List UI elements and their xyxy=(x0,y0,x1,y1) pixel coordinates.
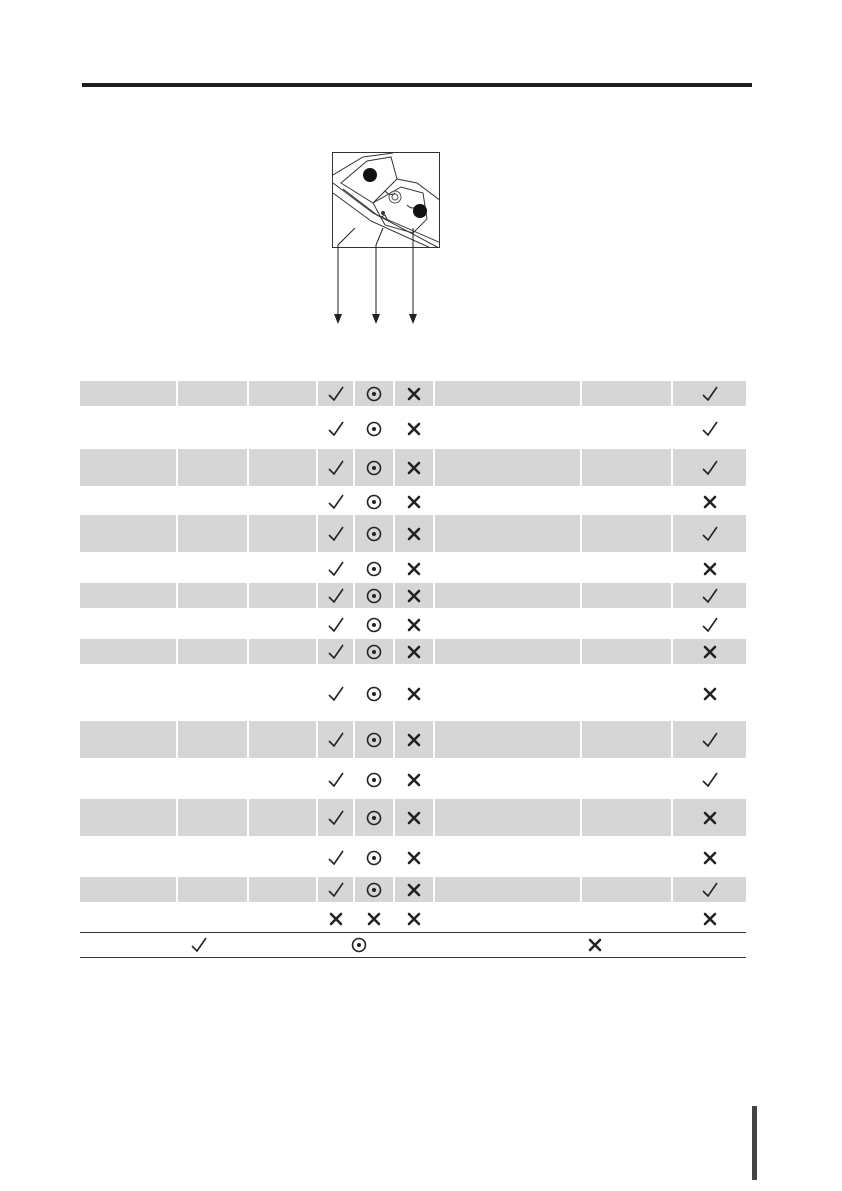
table-cell xyxy=(248,877,317,903)
table-cell xyxy=(317,583,354,609)
check-icon xyxy=(327,771,345,789)
table-cell xyxy=(248,759,317,799)
table-cell xyxy=(80,639,177,665)
table-cell xyxy=(80,759,177,799)
page-edge-marker xyxy=(752,1106,757,1180)
check-icon xyxy=(327,643,345,661)
dot-circle-icon xyxy=(365,643,383,661)
table-cell xyxy=(394,721,434,759)
table-cell xyxy=(672,487,746,515)
table-cell xyxy=(80,487,177,515)
table-cell xyxy=(248,449,317,487)
table-cell xyxy=(177,449,248,487)
check-icon xyxy=(327,685,345,703)
check-icon xyxy=(327,493,345,511)
table-cell xyxy=(248,407,317,449)
table-cell xyxy=(80,381,177,407)
table-cell xyxy=(177,799,248,837)
table-cell xyxy=(317,877,354,903)
legend-check-icon xyxy=(190,936,208,954)
table-cell xyxy=(248,665,317,721)
table-cell xyxy=(581,381,672,407)
table-cell xyxy=(672,759,746,799)
check-icon xyxy=(701,587,719,605)
table-row xyxy=(80,837,746,877)
header-rule xyxy=(82,83,752,87)
table-cell xyxy=(581,799,672,837)
table-cell xyxy=(434,449,581,487)
dot-circle-icon xyxy=(365,385,383,403)
dot-circle-icon xyxy=(365,771,383,789)
table-cell xyxy=(394,903,434,933)
table-cell xyxy=(317,449,354,487)
table-cell xyxy=(248,609,317,639)
symbol-legend xyxy=(80,932,746,958)
table-cell xyxy=(394,449,434,487)
table-cell xyxy=(177,721,248,759)
table-cell xyxy=(80,837,177,877)
table-cell xyxy=(317,759,354,799)
table-cell xyxy=(434,407,581,449)
table-row xyxy=(80,799,746,837)
check-icon xyxy=(327,616,345,634)
check-icon xyxy=(327,881,345,899)
table-cell xyxy=(581,487,672,515)
dot-circle-icon xyxy=(365,881,383,899)
dot-circle-icon xyxy=(365,560,383,578)
table-cell xyxy=(434,609,581,639)
dot-circle-icon xyxy=(365,731,383,749)
dot-circle-icon xyxy=(365,459,383,477)
table-cell xyxy=(672,449,746,487)
table-cell xyxy=(394,515,434,553)
table-cell xyxy=(672,515,746,553)
table-cell xyxy=(177,759,248,799)
table-cell xyxy=(581,449,672,487)
table-cell xyxy=(80,449,177,487)
table-cell xyxy=(317,639,354,665)
cross-icon xyxy=(405,385,423,403)
dot-circle-icon xyxy=(365,420,383,438)
cross-icon xyxy=(405,493,423,511)
table-cell xyxy=(394,759,434,799)
cross-icon xyxy=(405,910,423,928)
check-icon xyxy=(701,385,719,403)
cross-icon xyxy=(701,910,719,928)
legend-dot-circle-icon xyxy=(350,936,368,954)
check-icon xyxy=(327,420,345,438)
table-cell xyxy=(80,799,177,837)
cross-icon xyxy=(701,643,719,661)
diagram-pointers xyxy=(325,228,425,328)
cross-icon xyxy=(405,685,423,703)
table-cell xyxy=(354,665,394,721)
table-cell xyxy=(177,877,248,903)
table-cell xyxy=(394,877,434,903)
check-icon xyxy=(327,525,345,543)
table-cell xyxy=(434,553,581,583)
table-row xyxy=(80,583,746,609)
table-row xyxy=(80,449,746,487)
table-cell xyxy=(80,665,177,721)
table-cell xyxy=(177,553,248,583)
table-cell xyxy=(354,609,394,639)
table-row xyxy=(80,553,746,583)
table-cell xyxy=(177,903,248,933)
table-cell xyxy=(581,639,672,665)
table-cell xyxy=(581,837,672,877)
table-cell xyxy=(317,721,354,759)
table-cell xyxy=(354,381,394,407)
table-cell xyxy=(248,515,317,553)
table-cell xyxy=(317,553,354,583)
table-cell xyxy=(672,837,746,877)
table-cell xyxy=(394,609,434,639)
table-cell xyxy=(354,583,394,609)
table-cell xyxy=(177,515,248,553)
table-row xyxy=(80,381,746,407)
dot-circle-icon xyxy=(365,685,383,703)
table-cell xyxy=(354,487,394,515)
cross-icon xyxy=(405,420,423,438)
table-cell xyxy=(248,837,317,877)
table-cell xyxy=(80,609,177,639)
table-cell xyxy=(581,759,672,799)
table-cell xyxy=(177,837,248,877)
table-cell xyxy=(317,609,354,639)
table-cell xyxy=(317,903,354,933)
cross-icon xyxy=(405,459,423,477)
cross-icon xyxy=(405,731,423,749)
cross-icon xyxy=(405,881,423,899)
table-row xyxy=(80,877,746,903)
check-icon xyxy=(701,616,719,634)
table-cell xyxy=(80,407,177,449)
table-cell xyxy=(317,381,354,407)
table-cell xyxy=(248,639,317,665)
compatibility-table xyxy=(80,381,746,933)
table-row xyxy=(80,639,746,665)
check-icon xyxy=(327,849,345,867)
check-icon xyxy=(327,809,345,827)
table-cell xyxy=(581,903,672,933)
check-icon xyxy=(327,587,345,605)
table-cell xyxy=(248,903,317,933)
table-cell xyxy=(394,639,434,665)
table-cell xyxy=(434,903,581,933)
cross-icon xyxy=(701,849,719,867)
table-cell xyxy=(672,639,746,665)
table-cell xyxy=(354,449,394,487)
table-cell xyxy=(672,903,746,933)
check-icon xyxy=(701,731,719,749)
table-cell xyxy=(434,665,581,721)
table-cell xyxy=(354,903,394,933)
table-cell xyxy=(581,515,672,553)
table-cell xyxy=(80,903,177,933)
table-cell xyxy=(354,759,394,799)
table-cell xyxy=(394,553,434,583)
cross-icon xyxy=(701,493,719,511)
table-cell xyxy=(177,639,248,665)
cross-icon xyxy=(405,771,423,789)
table-cell xyxy=(354,837,394,877)
table-cell xyxy=(581,407,672,449)
table-cell xyxy=(317,407,354,449)
table-cell xyxy=(672,583,746,609)
table-cell xyxy=(354,553,394,583)
table-cell xyxy=(672,553,746,583)
table-cell xyxy=(434,583,581,609)
table-cell xyxy=(394,665,434,721)
check-icon xyxy=(327,385,345,403)
table-cell xyxy=(317,799,354,837)
table-cell xyxy=(434,487,581,515)
table-row xyxy=(80,515,746,553)
table-cell xyxy=(354,877,394,903)
table-cell xyxy=(434,721,581,759)
table-cell xyxy=(177,407,248,449)
legend-cross-icon xyxy=(586,936,604,954)
check-icon xyxy=(327,731,345,749)
dot-circle-icon xyxy=(365,587,383,605)
dot-circle-icon xyxy=(365,493,383,511)
table-cell xyxy=(248,721,317,759)
cross-icon xyxy=(701,685,719,703)
table-cell xyxy=(672,665,746,721)
cross-icon xyxy=(405,525,423,543)
table-cell xyxy=(177,583,248,609)
table-cell xyxy=(248,553,317,583)
cross-icon xyxy=(365,910,383,928)
table-row xyxy=(80,665,746,721)
table-cell xyxy=(672,721,746,759)
table-cell xyxy=(581,583,672,609)
table-cell xyxy=(248,799,317,837)
table-cell xyxy=(80,877,177,903)
table-cell xyxy=(434,799,581,837)
table-cell xyxy=(80,721,177,759)
cross-icon xyxy=(405,809,423,827)
table-row xyxy=(80,487,746,515)
table-row xyxy=(80,759,746,799)
dot-circle-icon xyxy=(365,616,383,634)
table-cell xyxy=(672,877,746,903)
table-cell xyxy=(581,609,672,639)
table-cell xyxy=(354,515,394,553)
dot-circle-icon xyxy=(365,525,383,543)
table-cell xyxy=(248,487,317,515)
table-cell xyxy=(354,799,394,837)
cross-icon xyxy=(701,560,719,578)
table-cell xyxy=(394,799,434,837)
table-cell xyxy=(581,721,672,759)
table-row xyxy=(80,903,746,933)
check-icon xyxy=(701,525,719,543)
table-cell xyxy=(394,407,434,449)
table-cell xyxy=(672,609,746,639)
table-cell xyxy=(394,583,434,609)
table-cell xyxy=(394,837,434,877)
table-cell xyxy=(317,487,354,515)
table-cell xyxy=(80,553,177,583)
table-cell xyxy=(394,381,434,407)
table-cell xyxy=(581,877,672,903)
table-cell xyxy=(354,721,394,759)
cross-icon xyxy=(327,910,345,928)
table-cell xyxy=(177,665,248,721)
table-cell xyxy=(354,407,394,449)
table-cell xyxy=(434,639,581,665)
table-cell xyxy=(80,515,177,553)
table-cell xyxy=(434,515,581,553)
table-cell xyxy=(80,583,177,609)
dot-circle-icon xyxy=(365,849,383,867)
table-cell xyxy=(434,381,581,407)
table-cell xyxy=(581,665,672,721)
table-cell xyxy=(354,639,394,665)
check-icon xyxy=(327,459,345,477)
table-row xyxy=(80,609,746,639)
table-cell xyxy=(672,799,746,837)
cross-icon xyxy=(405,587,423,605)
cross-icon xyxy=(405,560,423,578)
table-row xyxy=(80,407,746,449)
check-icon xyxy=(327,560,345,578)
table-cell xyxy=(317,515,354,553)
table-cell xyxy=(434,759,581,799)
table-cell xyxy=(177,487,248,515)
table-cell xyxy=(317,665,354,721)
table-cell xyxy=(248,381,317,407)
check-icon xyxy=(701,420,719,438)
table-cell xyxy=(177,609,248,639)
table-cell xyxy=(394,487,434,515)
table-cell xyxy=(434,837,581,877)
check-icon xyxy=(701,459,719,477)
check-icon xyxy=(701,881,719,899)
cross-icon xyxy=(405,849,423,867)
table-cell xyxy=(672,407,746,449)
table-row xyxy=(80,721,746,759)
cross-icon xyxy=(405,643,423,661)
cross-icon xyxy=(405,616,423,634)
table-cell xyxy=(581,553,672,583)
check-icon xyxy=(701,771,719,789)
table-cell xyxy=(248,583,317,609)
table-cell xyxy=(434,877,581,903)
dot-circle-icon xyxy=(365,809,383,827)
table-cell xyxy=(672,381,746,407)
cross-icon xyxy=(701,809,719,827)
table-cell xyxy=(177,381,248,407)
table-cell xyxy=(317,837,354,877)
